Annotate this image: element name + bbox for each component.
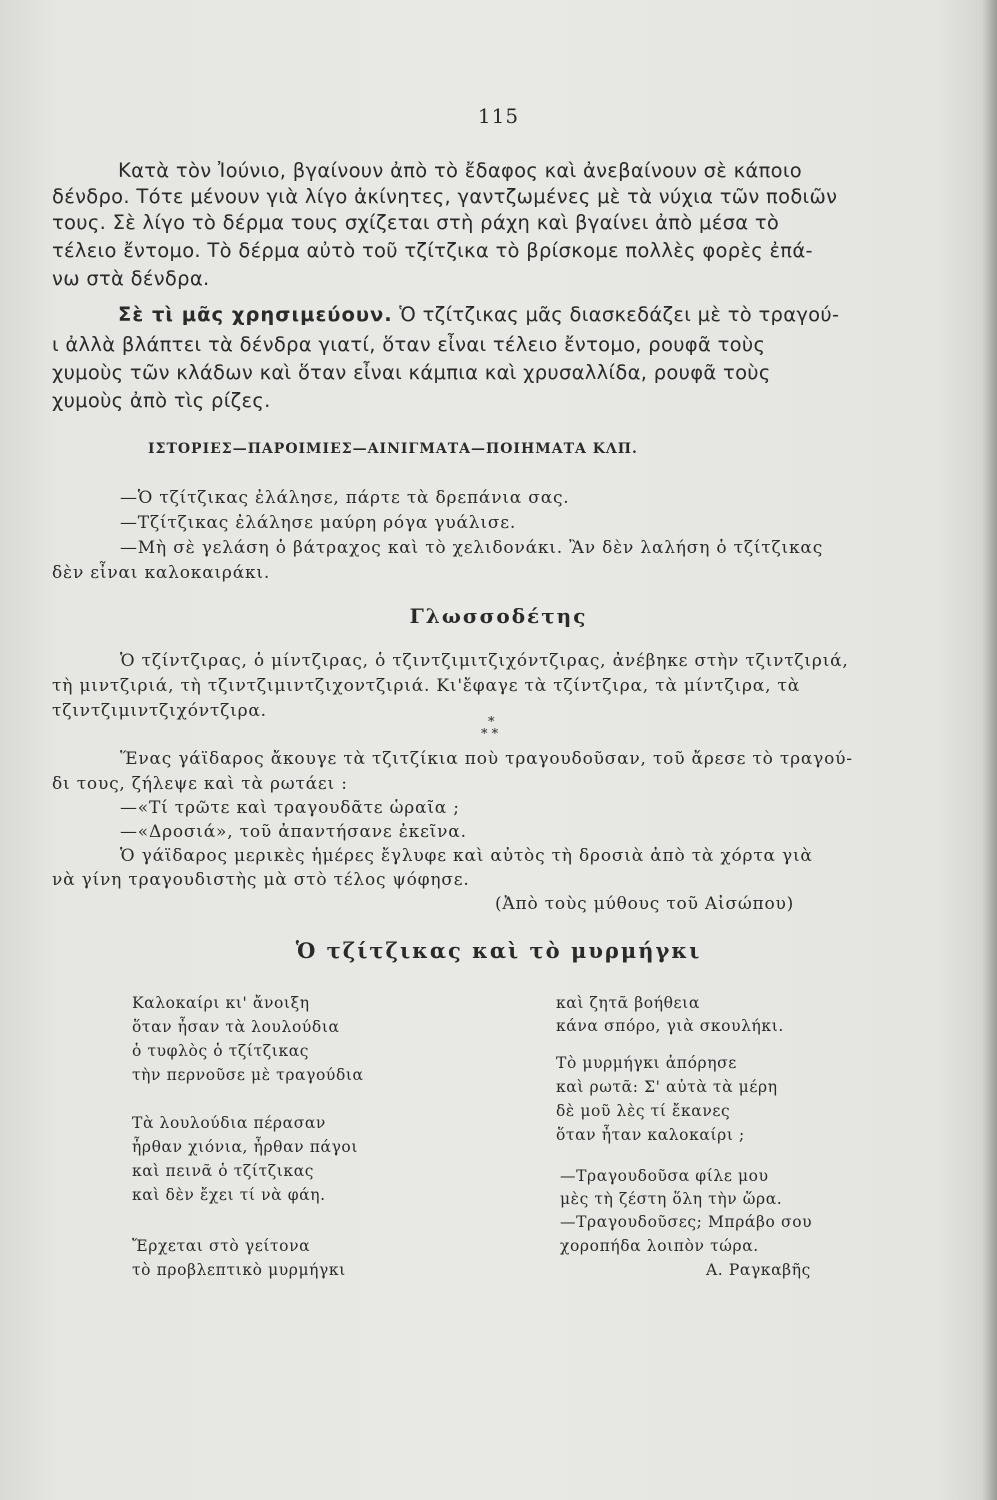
fable-line-4: —«Δροσιά», τοῦ ἀπαντήσανε ἐκεῖνα. bbox=[120, 822, 467, 842]
poem-left-line-9: Ἔρχεται στὸ γείτονα bbox=[132, 1237, 311, 1255]
poem-right-line-3: Τὸ μυρμήγκι ἀπόρησε bbox=[556, 1054, 737, 1072]
poem-left-line-8: καὶ δὲν ἔχει τί νὰ φάη. bbox=[132, 1186, 326, 1204]
fable-line-3: —«Τί τρῶτε καὶ τραγουδᾶτε ὡραῖα ; bbox=[120, 798, 460, 818]
usefulness-line-4: χυμοὺς ἀπὸ τὶς ρίζες. bbox=[52, 389, 271, 412]
poem-left-line-1: Καλοκαίρι κι' ἄνοιξη bbox=[132, 994, 310, 1012]
poem-right-line-8: μὲς τὴ ζέστη ὅλη τὴν ὥρα. bbox=[560, 1190, 783, 1208]
intro-line-2: δένδρο. Τότε μένουν γιὰ λίγο ἀκίνητες, γαντζωμένες μὲ τὰ νύχια τῶν ποδιῶν bbox=[52, 185, 838, 208]
asterism-top: * bbox=[488, 715, 495, 730]
asterism-bottom: * * bbox=[481, 727, 499, 742]
section-heading: ΙΣΤΟΡΙΕΣ—ΠΑΡΟΙΜΙΕΣ—ΑΙΝΙΓΜΑΤΑ—ΠΟΙΗΜΑΤΑ ΚΛΠ. bbox=[148, 441, 638, 457]
poem-right-line-10: χοροπήδα λοιπὸν τώρα. bbox=[560, 1237, 759, 1255]
usefulness-line-2: ι ἀλλὰ βλάπτει τὰ δένδρα γιατί, ὅταν εἶναι τέλειο ἔντομο, ρουφᾶ τοὺς bbox=[52, 333, 766, 356]
usefulness-first-line-rest: Ὁ τζίτζικας μᾶς διασκεδάζει μὲ τὸ τραγού- bbox=[399, 303, 840, 326]
proverb-2: —Τζίτζικας ἐλάλησε μαύρη ρόγα γυάλισε. bbox=[120, 513, 517, 533]
poem-left-line-4: τὴν περνοῦσε μὲ τραγούδια bbox=[132, 1066, 364, 1084]
intro-line-3: τους. Σὲ λίγο τὸ δέρμα τους σχίζεται στὴ ράχη καὶ βγαίνει ἀπὸ μέσα τὸ bbox=[52, 211, 780, 234]
intro-line-4: τέλειο ἔντομο. Τὸ δέρμα αὐτὸ τοῦ τζίτζικα τὸ βρίσκομε πολλὲς φορὲς ἐπά- bbox=[52, 239, 813, 262]
intro-line-1: Κατὰ τὸν Ἰούνιο, βγαίνουν ἀπὸ τὸ ἔδαφος καὶ ἀνεβαίνουν σὲ κάποιο bbox=[118, 159, 802, 182]
poem-right-line-4: καὶ ρωτᾶ: Σ' αὐτὰ τὰ μέρη bbox=[556, 1078, 778, 1096]
poem-left-line-3: ὁ τυφλὸς ὁ τζίτζικας bbox=[132, 1042, 310, 1060]
tongue-twister-line-3: τζιντζιμιντζιχόντζιρα. bbox=[52, 701, 267, 721]
fable-line-6: νὰ γίνη τραγουδιστὴς μὰ στὸ τέλος ψόφησε. bbox=[52, 870, 470, 890]
usefulness-heading: Σὲ τὶ μᾶς χρησιμεύουν. bbox=[118, 303, 393, 326]
fable-line-1: Ἕνας γάϊδαρος ἄκουγε τὰ τζιτζίκια ποὺ τραγουδοῦσαν, τοῦ ἄρεσε τὸ τραγού- bbox=[120, 749, 853, 769]
proverb-4: δὲν εἶναι καλοκαιράκι. bbox=[52, 563, 271, 583]
tongue-twister-line-1: Ὁ τζίντζιρας, ὁ μίντζιρας, ὁ τζιντζιμιτζιχόντζιρας, ἀνέβηκε στὴν τζιντζιριά, bbox=[120, 651, 849, 671]
poem-left-line-10: τὸ προβλεπτικὸ μυρμήγκι bbox=[132, 1261, 346, 1279]
poem-title: Ὁ τζίτζικας καὶ τὸ μυρμήγκι bbox=[295, 938, 702, 963]
poem-left-line-2: ὅταν ἦσαν τὰ λουλούδια bbox=[132, 1018, 340, 1036]
page-edge-shadow bbox=[983, 0, 997, 1500]
fable-line-5: Ὁ γάϊδαρος μερικὲς ἡμέρες ἔγλυφε καὶ αὐτὸς τὴ δροσιὰ ἀπὸ τὰ χόρτα γιὰ bbox=[120, 846, 813, 866]
poem-right-line-5: δὲ μοῦ λὲς τί ἔκανες bbox=[556, 1102, 731, 1120]
poem-right-line-1: καὶ ζητᾶ βοήθεια bbox=[556, 994, 700, 1012]
tongue-twister-title: Γλωσσοδέτης bbox=[409, 604, 588, 628]
poem-right-line-7: —Τραγουδοῦσα φίλε μου bbox=[560, 1167, 769, 1185]
poem-left-line-7: καὶ πεινᾶ ὁ τζίτζικας bbox=[132, 1162, 315, 1180]
poem-right-line-9: —Τραγουδοῦσες; Μπράβο σου bbox=[560, 1213, 813, 1231]
proverb-3: —Μὴ σὲ γελάση ὁ βάτραχος καὶ τὸ χελιδονάκι. Ἂν δὲν λαλήση ὁ τζίτζικας bbox=[120, 538, 824, 558]
intro-line-5: νω στὰ δένδρα. bbox=[52, 267, 210, 290]
usefulness-first-line bbox=[118, 304, 839, 326]
fable-source: (Ἀπὸ τοὺς μύθους τοῦ Αἰσώπου) bbox=[495, 894, 795, 914]
poem-author: Α. Ραγκαβῆς bbox=[706, 1261, 811, 1279]
poem-right-line-2: κάνα σπόρο, γιὰ σκουλήκι. bbox=[556, 1017, 784, 1035]
usefulness-line-3: χυμοὺς τῶν κλάδων καὶ ὅταν εἶναι κάμπια καὶ χρυσαλλίδα, ρουφᾶ τοὺς bbox=[52, 361, 771, 384]
poem-left-line-5: Τὰ λουλούδια πέρασαν bbox=[132, 1114, 326, 1132]
poem-left-line-6: ἦρθαν χιόνια, ἦρθαν πάγοι bbox=[132, 1138, 359, 1156]
page-number: 115 bbox=[477, 104, 520, 128]
poem-right-line-6: ὅταν ἦταν καλοκαίρι ; bbox=[556, 1126, 745, 1144]
tongue-twister-line-2: τὴ μιντζιριά, τὴ τζιντζιμιντζιχοντζιριά. Κι'ἔφαγε τὰ τζίντζιρα, τὰ μίντζιρα, τὰ bbox=[52, 676, 800, 696]
fable-line-2: δι τους, ζήλεψε καὶ τὰ ρωτάει : bbox=[52, 774, 348, 794]
proverb-1: —Ὁ τζίτζικας ἐλάλησε, πάρτε τὰ δρεπάνια σας. bbox=[120, 488, 570, 508]
